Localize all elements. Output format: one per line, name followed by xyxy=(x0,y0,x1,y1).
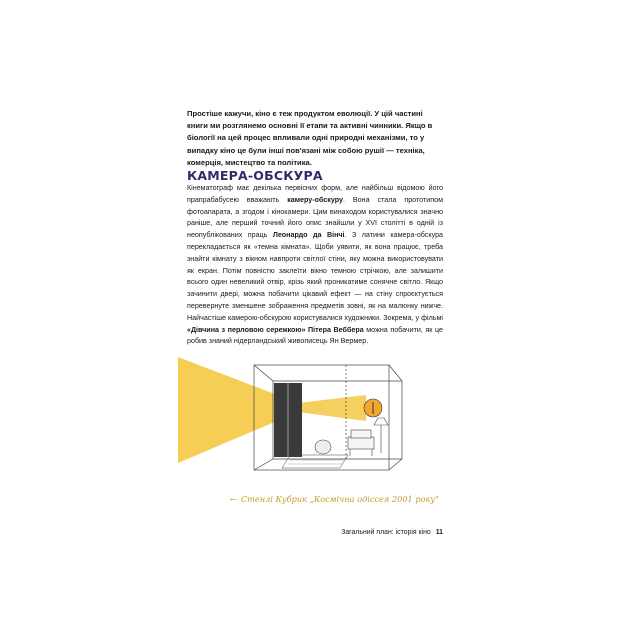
camera-obscura-illustration xyxy=(178,355,418,485)
body-text-2: . Вона стала прототипом фотоапарата, а згодом і кінокамери. Цим винаходом користувалися значно раніше, але перший точний його опис знайшли у XVI столітті в одній із неопублікованих праць xyxy=(187,195,444,240)
intro-paragraph: Простіше кажучи, кіно є теж продуктом еволюції. У цій частині книги ми розглянемо основні її етапи та активні чинники. Якщо в біології на цей процес впливали одні природні механізми, то у випадку кіно це були інші пов'язані між собою рушії — техніка, комерція, мистецтво та політика. xyxy=(187,109,433,167)
section-title: КАМЕРА-ОБСКУРА xyxy=(187,168,323,183)
body-text-4: можна побачити, як це робив знаний нідерландський живописець Ян Вермер. xyxy=(187,325,443,346)
body-text-3: . З латини камера-обскура перекладається як «темна кімната». Щоби уявити, як вона працює, треба знайти кімнату з вікном навпроти світлої стіни, яку можна використовувати як екран. Потім повністю заклеїти вікно темною стрічкою, але залишити всього один невеликий отвір, крізь який проникатиме сонячне світло. Якщо зачинити двері, можна побачити цікавий ефект — на стіну спроєктується перевернуте зменшене зображення предметів зовні, як на малюнку нижче. Найчастіше камерою-обскурою користувалися художники. Зокрема, у фільмі xyxy=(187,231,444,322)
lamp-icon xyxy=(374,418,388,453)
running-title: Загальний план: історія кіно xyxy=(341,529,431,536)
page-footer xyxy=(335,529,443,536)
caption-text: Стенлі Кубрик „Космічна одіссея 2001 року" xyxy=(240,494,439,504)
body-bold-2: Леонардо да Вінчі xyxy=(272,231,345,240)
inner-light-beam-icon xyxy=(298,395,366,421)
body-text-1: Кінематограф має декілька первісних форм, але найбільш відомою його прапрабабусею вважають xyxy=(187,184,443,204)
armchair-icon xyxy=(348,430,374,456)
body-bold-1: камеру-обскуру xyxy=(287,195,343,204)
body-bold-3: «Дівчина з перловою сережкою» Пітера Веббера xyxy=(187,325,364,334)
body-paragraph xyxy=(187,183,443,348)
beanbag-icon xyxy=(315,440,331,454)
page-number: 11 xyxy=(435,529,443,536)
caption-arrow-icon: ← xyxy=(230,494,237,504)
illustration-caption xyxy=(230,494,460,504)
